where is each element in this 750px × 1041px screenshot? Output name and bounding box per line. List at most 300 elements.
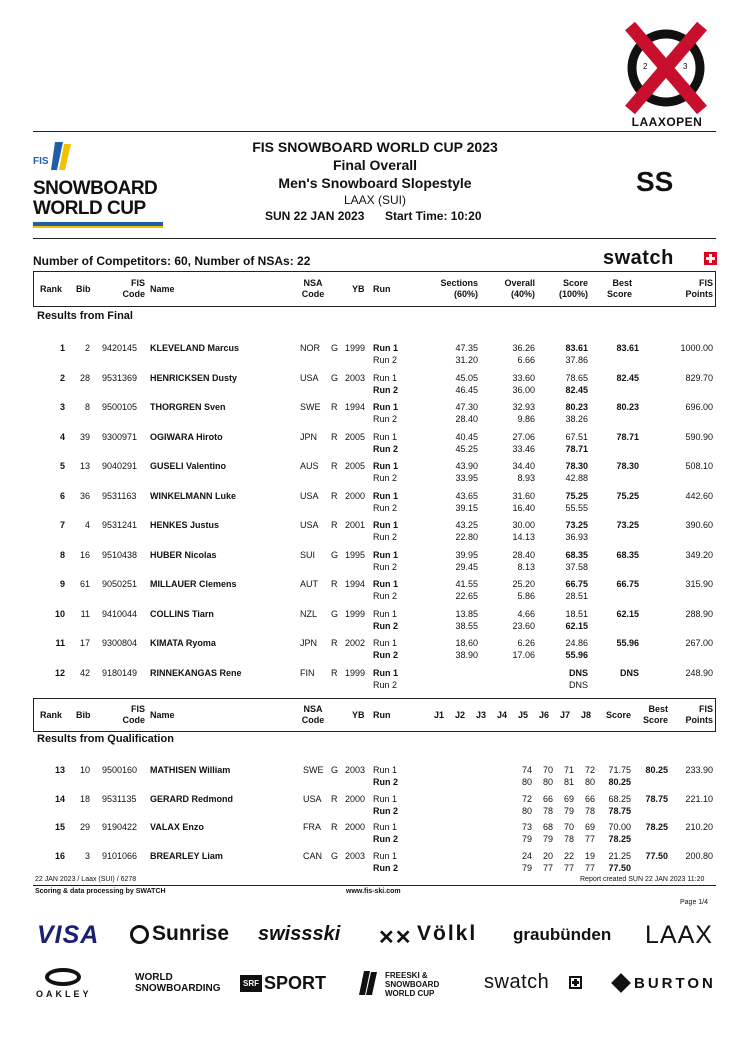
overall-cell: 25.20 <box>512 579 535 589</box>
stance-cell: R <box>331 520 338 530</box>
sponsor-visa: VISA <box>37 921 100 949</box>
fis-points-cell: 200.80 <box>685 851 713 861</box>
hdr-rank: Rank <box>40 284 63 294</box>
fis-points-cell: 390.60 <box>685 520 713 530</box>
judge-score-cell: 79 <box>563 806 574 816</box>
run-label-cell: Run 1 <box>373 794 398 804</box>
name-cell: HENKES Justus <box>150 520 220 530</box>
nsa-cell: USA <box>300 520 319 530</box>
score-cell: 78.71 <box>565 444 588 454</box>
fis-code-cell: 9510438 <box>102 550 138 560</box>
nsa-cell: SWE <box>303 765 324 775</box>
score-cell: DNS <box>568 668 588 678</box>
fis-points-cell: 288.90 <box>685 609 713 619</box>
name-cell: RINNEKANGAS Rene <box>150 668 242 678</box>
sections-cell: 40.45 <box>455 432 478 442</box>
overall-cell: 8.13 <box>517 562 535 572</box>
judge-score-cell: 80 <box>521 777 532 787</box>
event-venue: LAAX (SUI) <box>343 193 406 207</box>
score-cell: 62.15 <box>565 621 588 631</box>
qhdr-rank: Rank <box>40 710 63 720</box>
score-cell: 68.35 <box>565 550 588 560</box>
fis-points-cell: 442.60 <box>685 491 713 501</box>
yb-cell: 1995 <box>345 550 366 560</box>
best-score-cell: 78.75 <box>645 794 668 804</box>
snowboard-text: SNOWBOARD <box>33 178 158 199</box>
name-cell: GERARD Redmond <box>150 794 233 804</box>
qhdr-j3: J3 <box>476 710 487 720</box>
judge-score-cell: 72 <box>521 794 532 804</box>
discipline-code: SS <box>636 166 674 197</box>
qhdr-yb: YB <box>352 710 365 720</box>
bib-cell: 16 <box>79 550 90 560</box>
run-label-cell: Run 1 <box>373 491 399 501</box>
run-label-cell: Run 2 <box>373 562 398 572</box>
judge-score-cell: 74 <box>521 765 532 775</box>
score-cell: 21.25 <box>608 851 631 861</box>
overall-cell: 9.86 <box>517 414 535 424</box>
nsa-cell: FIN <box>300 668 315 678</box>
best-score-cell: 68.35 <box>616 550 639 560</box>
run-label-cell: Run 2 <box>373 591 398 601</box>
hdr-nsa-code: Code <box>301 289 325 299</box>
qhdr-j7: J7 <box>560 710 571 720</box>
best-score-cell: DNS <box>619 668 639 678</box>
score-cell: 38.26 <box>565 414 588 424</box>
score-cell: 82.45 <box>565 385 588 395</box>
nsa-cell: USA <box>300 373 319 383</box>
event-discipline: Men's Snowboard Slopestyle <box>278 175 472 191</box>
fis-code-cell: 9190422 <box>102 822 138 832</box>
score-cell: 55.55 <box>565 503 588 513</box>
bib-cell: 4 <box>84 520 90 530</box>
judge-score-cell: 77 <box>542 863 553 873</box>
laax-digit-right: 3 <box>683 62 688 71</box>
overall-cell: 33.60 <box>512 373 535 383</box>
stance-cell: G <box>331 765 339 775</box>
rank-cell: 13 <box>54 765 65 775</box>
footer-right-small: Report created SUN 22 JAN 2023 11:20 <box>580 876 705 883</box>
fis-points-cell: 233.90 <box>685 765 713 775</box>
yb-cell: 2003 <box>345 373 366 383</box>
score-cell: 78.65 <box>565 373 588 383</box>
judge-score-cell: 20 <box>542 851 553 861</box>
best-score-cell: 75.25 <box>616 491 639 501</box>
score-cell: 18.51 <box>565 609 588 619</box>
stance-cell: R <box>331 461 338 471</box>
fis-code-cell: 9050251 <box>102 579 138 589</box>
qhdr-nsa: NSA <box>303 704 323 714</box>
sections-cell: 22.80 <box>455 532 478 542</box>
sponsor-volkl: Völkl <box>417 922 478 945</box>
overall-cell: 30.00 <box>512 520 535 530</box>
fis-code-cell: 9531163 <box>102 491 137 501</box>
run-label-cell: Run 2 <box>373 806 399 816</box>
fis-small-text: FIS <box>33 156 49 167</box>
fis-code-cell: 9410044 <box>102 609 138 619</box>
yb-cell: 2000 <box>345 822 366 832</box>
qhdr-nsa-code: Code <box>301 715 325 725</box>
qhdr-j1: J1 <box>434 710 445 720</box>
nsa-cell: SUI <box>300 550 316 560</box>
name-cell: BREARLEY Liam <box>150 851 223 861</box>
sponsor-sunrise: Sunrise <box>152 922 230 945</box>
qhdr-bib: Bib <box>76 710 91 720</box>
run-label-cell: Run 2 <box>373 777 399 787</box>
stance-cell: G <box>331 550 339 560</box>
rank-cell: 10 <box>54 609 65 619</box>
event-date: SUN 22 JAN 2023 <box>265 209 365 223</box>
yb-cell: 1999 <box>345 668 366 678</box>
yb-cell: 2001 <box>345 520 366 530</box>
fis-points-cell: 1000.00 <box>680 343 713 353</box>
bib-cell: 10 <box>79 765 90 775</box>
bib-cell: 42 <box>79 668 90 678</box>
judge-score-cell: 72 <box>584 765 595 775</box>
hdr-yb: YB <box>352 284 365 294</box>
swatch-logo <box>603 247 717 269</box>
sunrise-icon <box>130 925 149 944</box>
judge-score-cell: 78 <box>542 806 553 816</box>
overall-cell: 23.60 <box>512 621 535 631</box>
stance-cell: G <box>331 373 339 383</box>
fis-snowboard-logo <box>33 140 173 232</box>
run-label-cell: Run 2 <box>373 863 399 873</box>
run-label-cell: Run 1 <box>373 609 398 619</box>
judge-score-cell: 78 <box>563 834 574 844</box>
srf-icon: SRF <box>240 975 262 992</box>
run-label-cell: Run 2 <box>373 414 398 424</box>
best-score-cell: 78.71 <box>616 432 639 442</box>
stance-cell: R <box>331 794 338 804</box>
bib-cell: 36 <box>79 491 90 501</box>
hdr-nsa: NSA <box>303 278 323 288</box>
fis-code-cell: 9531135 <box>102 794 137 804</box>
judge-score-cell: 80 <box>542 777 553 787</box>
score-cell: 28.51 <box>565 591 588 601</box>
run-label-cell: Run 2 <box>373 532 398 542</box>
best-score-cell: 80.25 <box>645 765 668 775</box>
sections-cell: 33.95 <box>455 473 478 483</box>
rank-cell: 5 <box>59 461 65 471</box>
score-cell: 80.25 <box>608 777 631 787</box>
sections-cell: 45.25 <box>455 444 478 454</box>
fis-points-cell: 267.00 <box>685 638 713 648</box>
yb-cell: 2005 <box>345 432 366 442</box>
name-cell: GUSELI Valentino <box>150 461 227 471</box>
run-label-cell: Run 1 <box>373 432 398 442</box>
judge-score-cell: 81 <box>563 777 574 787</box>
stance-cell: R <box>331 668 338 678</box>
nsa-cell: JPN <box>300 432 318 442</box>
bib-cell: 39 <box>79 432 90 442</box>
yb-cell: 2000 <box>345 794 366 804</box>
stance-cell: R <box>331 822 338 832</box>
fis-code-cell: 9500105 <box>102 402 138 412</box>
sections-cell: 39.15 <box>455 503 478 513</box>
judge-score-cell: 79 <box>542 834 553 844</box>
hdr-bib: Bib <box>76 284 91 294</box>
run-label-cell: Run 2 <box>373 503 398 513</box>
footer-website[interactable]: www.fis-ski.com <box>346 888 401 895</box>
best-score-cell: 80.23 <box>616 402 639 412</box>
sponsor-world-snowboarding: WORLD SNOWBOARDING <box>135 972 221 994</box>
hdr-score: Score <box>562 278 588 288</box>
name-cell: MILLAUER Clemens <box>150 579 237 589</box>
sections-cell: 38.90 <box>455 650 478 660</box>
overall-cell: 27.06 <box>512 432 535 442</box>
yb-cell: 2005 <box>345 461 366 471</box>
fis-code-cell: 9531241 <box>102 520 138 530</box>
run-label-cell: Run 1 <box>373 461 399 471</box>
stance-cell: G <box>331 609 339 619</box>
run-label-cell: Run 2 <box>373 834 399 844</box>
name-cell: WINKELMANN Luke <box>150 491 236 501</box>
score-cell: 67.51 <box>565 432 588 442</box>
run-label-cell: Run 1 <box>373 638 398 648</box>
nsa-cell: CAN <box>303 851 323 861</box>
judge-score-cell: 71 <box>563 765 574 775</box>
judge-score-cell: 70 <box>542 765 553 775</box>
rank-cell: 15 <box>54 822 65 832</box>
score-cell: 78.25 <box>608 834 631 844</box>
judge-score-cell: 78 <box>584 806 595 816</box>
nsa-cell: USA <box>303 794 322 804</box>
run-label-cell: Run 1 <box>373 343 399 353</box>
overall-cell: 5.86 <box>517 591 535 601</box>
rank-cell: 9 <box>59 579 65 589</box>
qual-section-title: Results from Qualification <box>37 733 174 745</box>
rank-cell: 1 <box>59 343 65 353</box>
nsa-cell: USA <box>300 491 319 501</box>
bib-cell: 29 <box>79 822 90 832</box>
qhdr-run: Run <box>373 710 391 720</box>
stance-cell: R <box>331 491 338 501</box>
qhdr-j2: J2 <box>455 710 466 720</box>
name-cell: HUBER Nicolas <box>150 550 217 560</box>
competitors-info: Number of Competitors: 60, Number of NSAs: 22 <box>33 254 311 268</box>
sections-cell: 43.90 <box>455 461 478 471</box>
hdr-overall-pct: (40%) <box>510 289 535 299</box>
world-cup-text: WORLD CUP <box>33 198 146 219</box>
swatch-cross-icon <box>569 976 582 989</box>
yb-cell: 2000 <box>345 491 366 501</box>
run-label-cell: Run 1 <box>373 822 398 832</box>
score-cell: 68.25 <box>608 794 631 804</box>
nsa-cell: NOR <box>300 343 320 353</box>
best-score-cell: 83.61 <box>616 343 639 353</box>
overall-cell: 36.26 <box>512 343 535 353</box>
overall-cell: 14.13 <box>512 532 535 542</box>
yb-cell: 2003 <box>345 851 366 861</box>
best-score-cell: 73.25 <box>616 520 639 530</box>
score-cell: 70.00 <box>608 822 631 832</box>
rank-cell: 16 <box>54 851 65 861</box>
sections-cell: 28.40 <box>455 414 478 424</box>
fis-points-cell: 349.20 <box>685 550 713 560</box>
score-cell: 37.58 <box>565 562 588 572</box>
logo-underline-yellow <box>33 226 163 228</box>
name-cell: KLEVELAND Marcus <box>150 343 240 353</box>
footer-page: Page 1/4 <box>680 899 709 906</box>
bib-cell: 61 <box>79 579 90 589</box>
bib-cell: 17 <box>79 638 90 648</box>
judge-score-cell: 69 <box>584 822 595 832</box>
nsa-cell: JPN <box>300 638 318 648</box>
judge-score-cell: 66 <box>584 794 595 804</box>
score-cell: 78.75 <box>608 806 631 816</box>
fis-points-cell: 508.10 <box>685 461 713 471</box>
nsa-cell: NZL <box>300 609 318 619</box>
yb-cell: 1994 <box>345 402 366 412</box>
score-cell: 55.96 <box>565 650 588 660</box>
nsa-cell: AUT <box>300 579 318 589</box>
sponsor-srf-sport: SPORT <box>264 973 327 993</box>
sponsor-graubunden: graubünden <box>513 925 612 944</box>
judge-score-cell: 77 <box>584 834 595 844</box>
overall-cell: 17.06 <box>512 650 535 660</box>
qhdr-points: Points <box>685 715 713 725</box>
run-label-cell: Run 2 <box>373 473 398 483</box>
qhdr-fis: FIS <box>130 704 145 714</box>
sections-cell: 47.30 <box>455 402 478 412</box>
yb-cell: 1994 <box>345 579 366 589</box>
fis-code-cell: 9300804 <box>102 638 138 648</box>
overall-cell: 8.93 <box>517 473 535 483</box>
sections-cell: 46.45 <box>455 385 478 395</box>
run-label-cell: Run 2 <box>373 621 399 631</box>
rank-cell: 2 <box>59 373 65 383</box>
nsa-cell: SWE <box>300 402 321 412</box>
fis-code-cell: 9420145 <box>102 343 138 353</box>
best-score-cell: 78.30 <box>616 461 639 471</box>
run-label-cell: Run 2 <box>373 650 399 660</box>
laax-open-text: LAAXOPEN <box>631 115 703 129</box>
laax-digit-left: 2 <box>643 62 648 71</box>
run-label-cell: Run 1 <box>373 550 399 560</box>
hdr-score-pct: (100%) <box>558 289 588 299</box>
score-cell: 42.88 <box>565 473 588 483</box>
bib-cell: 28 <box>79 373 90 383</box>
sections-cell: 38.55 <box>455 621 478 631</box>
stance-cell: R <box>331 579 338 589</box>
fis-points-cell: 696.00 <box>685 402 713 412</box>
rank-cell: 11 <box>55 638 65 648</box>
qhdr-best: Best <box>648 704 668 714</box>
overall-cell: 34.40 <box>512 461 535 471</box>
qhdr-name: Name <box>150 710 175 720</box>
qhdr-j8: J8 <box>581 710 592 720</box>
sponsor-freeski-snowboard: FREESKI & SNOWBOARD WORLD CUP <box>385 971 440 998</box>
rank-cell: 12 <box>54 668 65 678</box>
best-score-cell: 62.15 <box>616 609 639 619</box>
burton-icon <box>611 973 631 993</box>
bib-cell: 11 <box>80 609 90 619</box>
judge-score-cell: 79 <box>521 834 532 844</box>
run-label-cell: Run 1 <box>373 520 399 530</box>
judge-score-cell: 80 <box>521 806 532 816</box>
sections-cell: 47.35 <box>455 343 478 353</box>
qhdr-best-score: Score <box>642 715 668 725</box>
sections-cell: 22.65 <box>455 591 478 601</box>
sections-cell: 45.05 <box>455 373 478 383</box>
volkl-icon: ✕✕ <box>378 927 412 949</box>
hdr-code: Code <box>122 289 145 299</box>
qhdr-score: Score <box>606 710 632 720</box>
sponsor-swissski: swissski <box>258 923 341 945</box>
bib-cell: 13 <box>79 461 90 471</box>
overall-cell: 6.26 <box>517 638 535 648</box>
judge-score-cell: 80 <box>584 777 595 787</box>
qhdr-j5: J5 <box>518 710 529 720</box>
final-section-title: Results from Final <box>37 310 133 322</box>
fis-code-cell: 9531369 <box>102 373 138 383</box>
stance-cell: R <box>331 638 338 648</box>
sponsor-oakley: OAKLEY <box>36 989 92 999</box>
rank-cell: 8 <box>59 550 65 560</box>
rank-cell: 3 <box>59 402 65 412</box>
footer-scoring: Scoring & data processing by SWATCH <box>35 888 166 895</box>
bib-cell: 8 <box>84 402 90 412</box>
run-label-cell: Run 1 <box>373 851 398 861</box>
score-cell: 77.50 <box>608 863 631 873</box>
fis-code-cell: 9500160 <box>102 765 138 775</box>
sections-cell: 31.20 <box>455 355 478 365</box>
best-score-cell: 55.96 <box>616 638 639 648</box>
overall-cell: 16.40 <box>512 503 535 513</box>
fis-small-logo-icon <box>350 969 380 997</box>
sections-cell: 13.85 <box>455 609 478 619</box>
fis-code-cell: 9040291 <box>102 461 138 471</box>
hdr-best: Best <box>612 278 632 288</box>
sections-cell: 39.95 <box>455 550 478 560</box>
qhdr-j4: J4 <box>497 710 508 720</box>
fis-points-cell: 315.90 <box>685 579 713 589</box>
qhdr-fis-points: FIS <box>698 704 713 714</box>
hdr-run: Run <box>373 284 391 294</box>
score-cell: 24.86 <box>565 638 588 648</box>
fis-points-cell: 248.90 <box>685 668 713 678</box>
overall-cell: 28.40 <box>512 550 535 560</box>
judge-score-cell: 77 <box>563 863 574 873</box>
judge-score-cell: 69 <box>563 794 574 804</box>
run-label-cell: Run 2 <box>373 385 399 395</box>
score-cell: 37.86 <box>565 355 588 365</box>
best-score-cell: 77.50 <box>645 851 668 861</box>
run-label-cell: Run 2 <box>373 444 399 454</box>
hdr-sections: Sections <box>440 278 478 288</box>
score-cell: 75.25 <box>565 491 588 501</box>
judge-score-cell: 70 <box>563 822 574 832</box>
name-cell: HENRICKSEN Dusty <box>150 373 238 383</box>
name-cell: MATHISEN William <box>150 765 231 775</box>
score-cell: 78.30 <box>565 461 588 471</box>
overall-cell: 4.66 <box>517 609 535 619</box>
name-cell: THORGREN Sven <box>150 402 226 412</box>
bib-cell: 3 <box>84 851 90 861</box>
best-score-cell: 82.45 <box>616 373 639 383</box>
score-cell: 83.61 <box>565 343 588 353</box>
sections-cell: 29.45 <box>455 562 478 572</box>
event-start-time: Start Time: 10:20 <box>385 209 482 223</box>
sections-cell: 43.65 <box>455 491 478 501</box>
name-cell: VALAX Enzo <box>150 822 204 832</box>
fis-points-cell: 210.20 <box>685 822 713 832</box>
footer-left-small: 22 JAN 2023 / Laax (SUI) / 6278 <box>35 876 137 883</box>
run-label-cell: Run 2 <box>373 355 398 365</box>
judge-score-cell: 73 <box>521 822 532 832</box>
fis-code-cell: 9101066 <box>102 851 138 861</box>
